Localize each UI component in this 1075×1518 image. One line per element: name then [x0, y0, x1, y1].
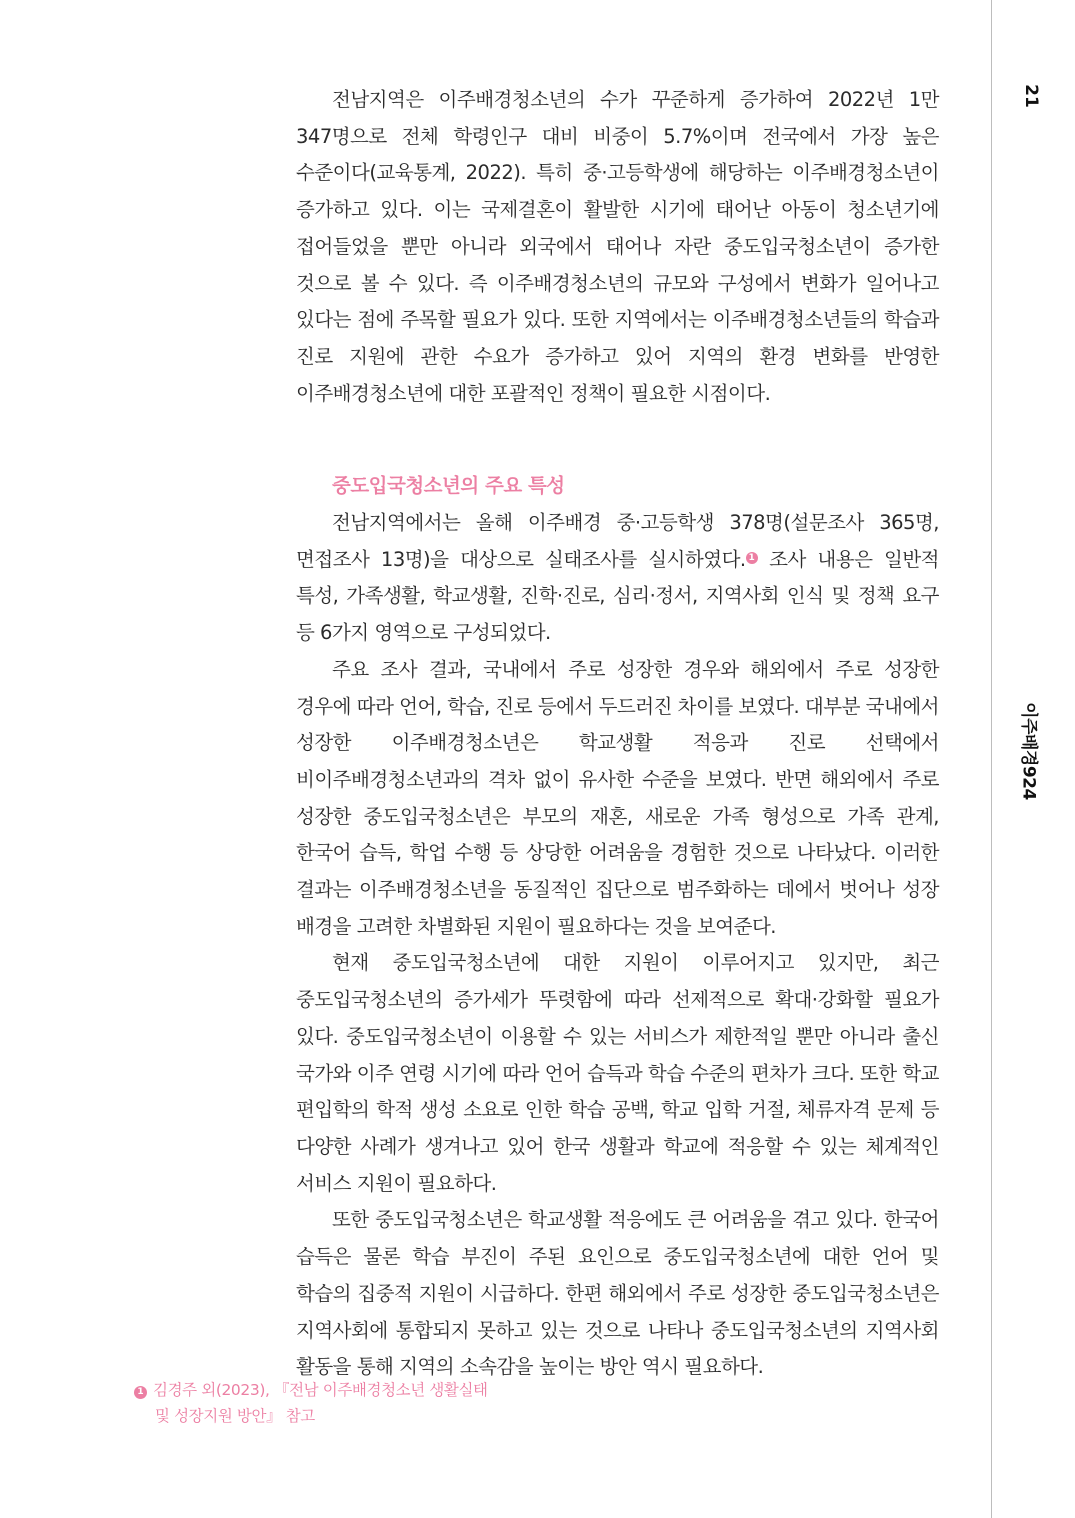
footnote-line-2: 및 성장지원 방안』 참고 [155, 1407, 315, 1425]
page-number: 21 [1021, 84, 1041, 108]
survey-paragraph [296, 505, 939, 652]
body-paragraph: 주요 조사 결과, 국내에서 주로 성장한 경우와 해외에서 주로 성장한 경우에 따라 언어, 학습, 진로 등에서 두드러진 차이를 보였다. 대부분 국내에서 성장한 이주배경청소년은 학교생활 적응과 진로 선택에서 비이주배경청소년과의 격차 없이 유사한 수준을 보였다. 반면 해외에서 주로 성장한 중도입국청소년은 부모의 재혼, 새로운 가족 형성으로 가족 관계, 한국어 습득, 학업 수행 등 상당한 어려움을 경험한 것으로 나타났다. 이러한 결과는 이주배경청소년을 동질적인 집단으로 범주화하는 데에서 벗어나 성장 배경을 고려한 차별화된 지원이 필요하다는 것을 보여준다. [296, 657, 939, 938]
footnote [134, 1377, 494, 1429]
footnote-ref-marker[interactable]: 1 [746, 552, 758, 564]
body-paragraph: 현재 중도입국청소년에 대한 지원이 이루어지고 있지만, 최근 중도입국청소년의 증가세가 뚜렷함에 따라 선제적으로 확대·강화할 필요가 있다. 중도입국청소년이 이용할 수 있는 서비스가 제한적일 뿐만 아니라 출신 국가와 이주 연령 시기에 따라 언어 습득과 학습 수준의 편차가 크다. 또한 학교 편입학의 학적 생성 소요로 인한 학습 공백, 학교 입학 거절, 체류자격 문제 등 다양한 사례가 생겨나고 있어 한국 생활과 학교에 적응할 수 있는 체계적인 서비스 지원이 필요하다. [296, 951, 939, 1195]
footnote-line-1: 김경주 외(2023), 『전남 이주배경청소년 생활실태 [153, 1381, 488, 1399]
body-column [296, 82, 939, 1386]
intro-paragraph: 전남지역은 이주배경청소년의 수가 꾸준하게 증가하여 2022년 1만 347명으로 전체 학령인구 대비 비중이 5.7%이며 전국에서 가장 높은 수준이다(교육통계, 2022). 특히 중·고등학생에 해당하는 이주배경청소년이 증가하고 있다. 이는 국제결혼이 활발한 시기에 태어난 아동이 청소년기에 접어들었을 뿐만 아니라 외국에서 태어나 자란 중도입국청소년이 증가한 것으로 볼 수 있다. 즉 이주배경청소년의 규모와 구성에서 변화가 일어나고 있다는 점에 주목할 필요가 있다. 또한 지역에서는 이주배경청소년들의 학습과 진로 지원에 관한 수요가 증가하고 있어 지역의 환경 변화를 반영한 이주배경청소년에 대한 포괄적인 정책이 필요한 시점이다. [296, 88, 939, 405]
running-title: 이주배경924 [1018, 702, 1039, 800]
footnote-marker: 1 [134, 1386, 147, 1399]
survey-text-after-ref: 조사 내용은 일반적 특성, 가족생활, 학교생활, 진학·진로, 심리·정서, 지역사회 인식 및 정책 요구 등 6가지 영역으로 구성되었다. [296, 547, 939, 645]
survey-text-before-ref: 전남지역에서는 올해 이주배경 중·고등학생 378명(설문조사 365명, 면접조사 13명)을 대상으로 실태조사를 실시하였다. [296, 511, 939, 571]
page-edge-rule [991, 0, 992, 1518]
body-paragraph: 또한 중도입국청소년은 학교생활 적응에도 큰 어려움을 겪고 있다. 한국어 습득은 물론 학습 부진이 주된 요인으로 중도입국청소년에 대한 언어 및 학습의 집중적 지원이 시급하다. 한편 해외에서 주로 성장한 중도입국청소년은 지역사회에 통합되지 못하고 있는 것으로 나타나 중도입국청소년의 지역사회 활동을 통해 지역의 소속감을 높이는 방안 역시 필요하다. [296, 1208, 939, 1379]
section-heading: 중도입국청소년의 주요 특성 [332, 474, 565, 498]
